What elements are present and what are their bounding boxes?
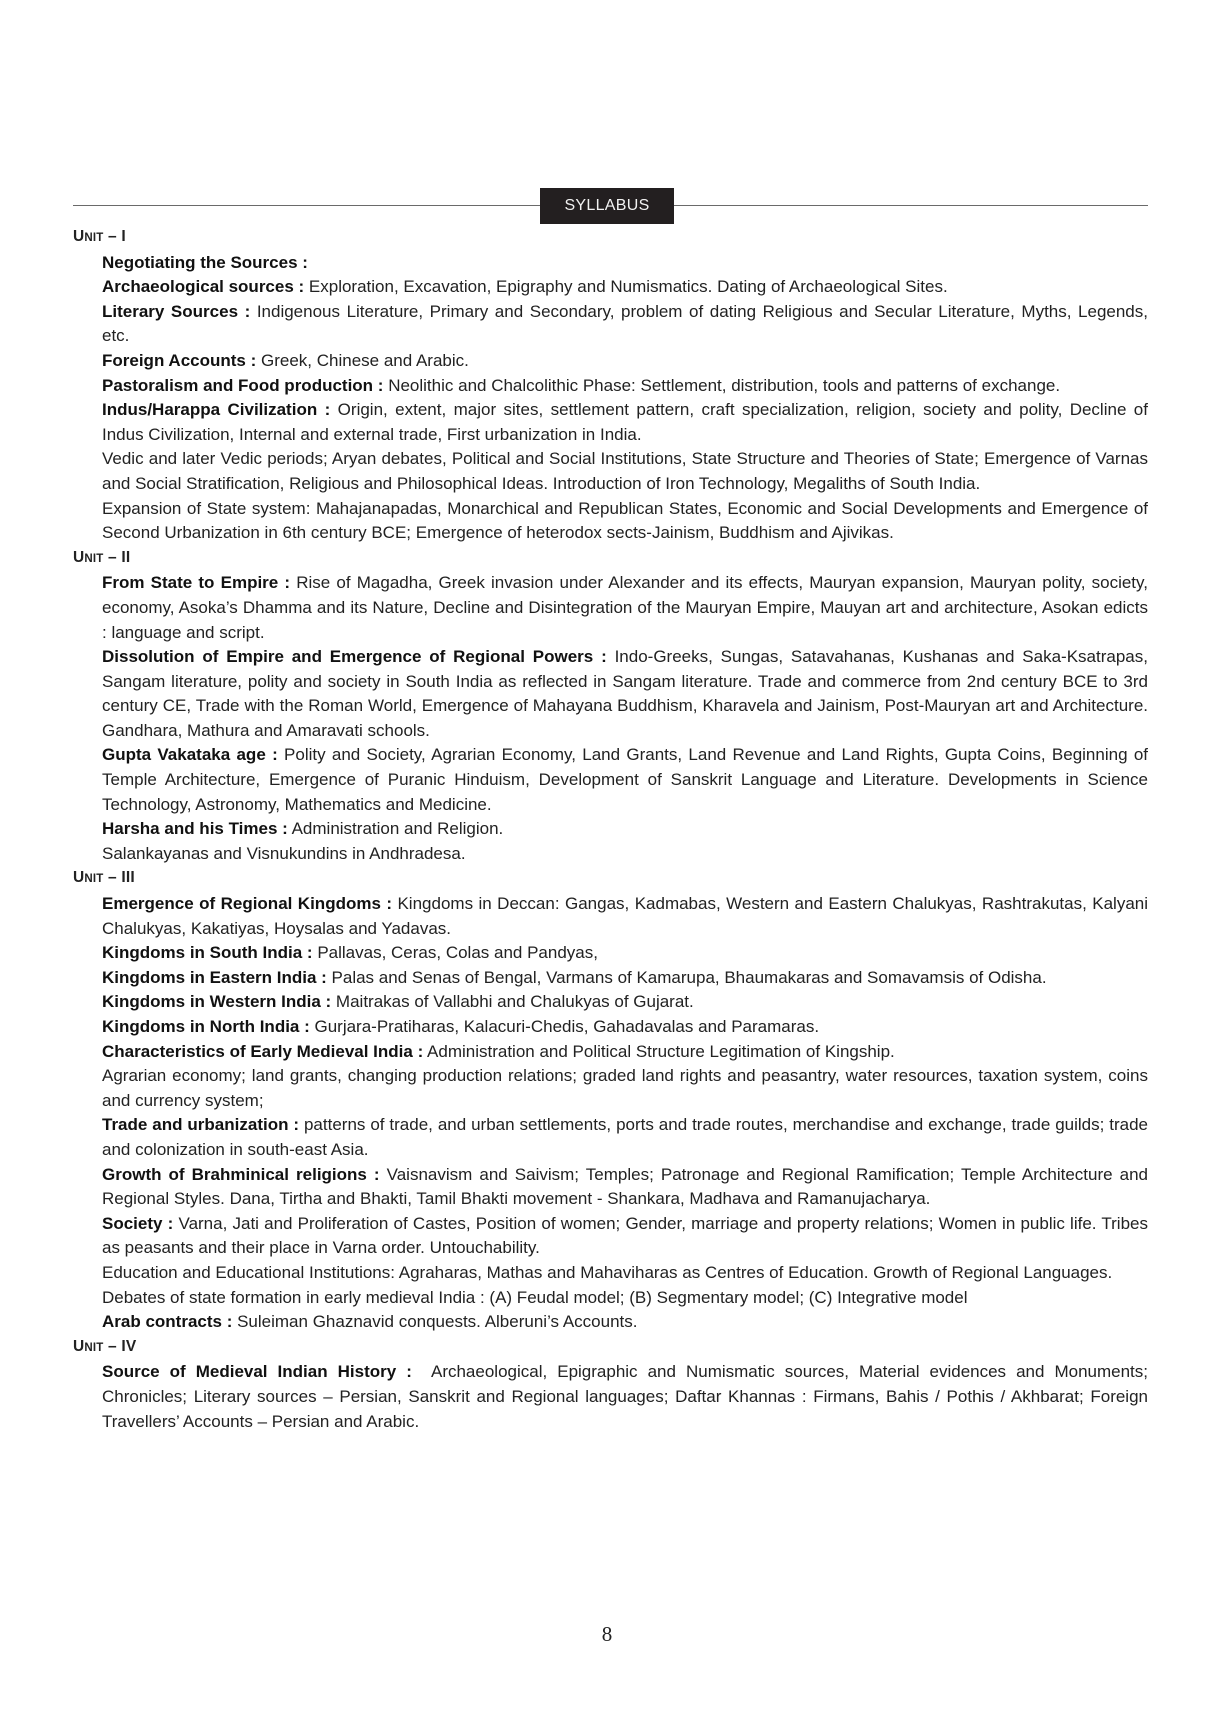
syllabus-item (73, 1113, 1153, 1162)
unit-smallcaps: NIT (84, 552, 104, 565)
unit-number: – I (108, 228, 126, 245)
syllabus-item (73, 990, 1148, 1015)
unit-number: – III (108, 869, 135, 887)
item-heading: Literary Sources : (102, 301, 251, 321)
section-header (73, 188, 1148, 224)
item-text: Vaisnavism and Saivism; Temples; Patronage and Regional Ramification; Temple Architecture and Regional Styles. Dana, Tirtha and Bhakti, Tamil Bhakti movement - Shankara, Madhava and Ramanujacharya. (102, 1164, 1153, 1209)
item-text: Administration and Political Structure Legitimation of Kingship. (423, 1041, 895, 1061)
item-text: Rise of Magadha, Greek invasion under Alexander and its effects, Mauryan expansion, Mauryan polity, society, economy, Asoka’s Dhamma and its Nature, Decline and Disintegration of the Mauryan Empire, Mauyan art and architecture, Asokan edicts : language and script. (102, 573, 1153, 642)
syllabus-item (73, 1310, 1148, 1335)
item-text: Polity and Society, Agrarian Economy, Land Grants, Land Revenue and Land Rights, Gupta Coins, Beginning of Temple Architecture, Emergence of Puranic Hinduism, Development of Sanskrit Language and Literature. Developments in Science Technology, Astronomy, Mathematics and Medicine. (102, 745, 1153, 814)
item-heading: Source of Medieval Indian History : (102, 1362, 412, 1382)
syllabus-item (73, 497, 1153, 546)
unit-number: – IV (108, 1337, 137, 1355)
item-heading: Society : (102, 1213, 174, 1233)
item-text: Maitrakas of Vallabhi and Chalukyas of Gujarat. (331, 992, 694, 1012)
item-heading: Harsha and his Times : (102, 819, 288, 839)
unit-smallcaps: NIT (84, 1341, 104, 1354)
page-number: 8 (601, 1622, 613, 1646)
unit-heading (73, 546, 1148, 572)
syllabus-item (73, 645, 1153, 743)
item-text: Origin, extent, major sites, settlement pattern, craft specialization, religion, society and polity, Decline of Indus Civilization, Internal and external trade, First urbanization in India. (102, 400, 1153, 444)
syllabus-item (73, 966, 1148, 991)
item-heading: Archaeological sources : (102, 277, 305, 297)
unit-heading (73, 1335, 1148, 1361)
item-text: Gurjara-Pratiharas, Kalacuri-Chedis, Gahadavalas and Paramaras. (309, 1017, 820, 1036)
item-text: Suleiman Ghaznavid conquests. Alberuni’s Accounts. (232, 1312, 638, 1332)
syllabus-body (73, 225, 1153, 1434)
syllabus-item (73, 251, 1148, 276)
unit-prefix: U (73, 548, 85, 566)
syllabus-item (73, 1040, 1148, 1065)
item-heading: Kingdoms in South India : (102, 943, 313, 963)
syllabus-item (73, 1360, 1153, 1434)
syllabus-item (73, 275, 1148, 300)
item-heading: Kingdoms in Eastern India : (102, 967, 327, 987)
item-heading: Kingdoms in Western India : (102, 992, 332, 1012)
unit-number: – II (108, 548, 131, 566)
syllabus-item (73, 1212, 1153, 1261)
item-text: Salankayanas and Visnukundins in Andhradesa. (102, 843, 466, 863)
unit-heading (73, 866, 1148, 892)
item-text: Expansion of State system: Mahajanapadas, Monarchical and Republican States, Economic and Social Developments and Emergence of Second Urbanization in 6th century BCE; Emergence of heterodox sects-Jainism, Buddhism and Ajivikas. (102, 498, 1153, 543)
unit-heading (73, 225, 1148, 251)
syllabus-item (73, 1286, 1148, 1311)
item-text: patterns of trade, and urban settlements, ports and trade routes, merchandise and exchange, trade guilds; trade and colonization in south-east Asia. (102, 1115, 1153, 1159)
item-text: Administration and Religion. (287, 819, 504, 839)
item-text: Indo-Greeks, Sungas, Satavahanas, Kushanas and Saka-Ksatrapas, Sangam literature, polity and society in South India as reflected in Sangam literature. Trade and commerce from 2nd century BCE to 3rd century CE, Trade with the Roman World, Emergence of Mahayana Buddhism, Kharavela and Jainism, Post-Mauryan art and Architecture. Gandhara, Mathura and Amaravati schools. (102, 647, 1153, 740)
syllabus-item (73, 571, 1153, 645)
item-text: Varna, Jati and Proliferation of Castes, Position of women; Gender, marriage and property relations; Women in public life. Tribes as peasants and their place in Varna order. Untouchability. (102, 1213, 1153, 1258)
syllabus-item (73, 892, 1153, 941)
syllabus-item (73, 1261, 1148, 1286)
unit-prefix: U (73, 228, 85, 245)
syllabus-item (73, 743, 1153, 817)
syllabus-item (73, 447, 1153, 496)
item-text: Vedic and later Vedic periods; Aryan debates, Political and Social Institutions, State Structure and Theories of State; Emergence of Varnas and Social Stratification, Religious and Philosophical Ideas. Introduction of Iron Technology, Megaliths of South India. (102, 449, 1153, 493)
item-heading: Trade and urbanization : (102, 1115, 300, 1135)
unit-prefix: U (73, 869, 85, 887)
syllabus-item (73, 941, 1148, 966)
item-text: Kingdoms in Deccan: Gangas, Kadmabas, Western and Eastern Chalukyas, Rashtrakutas, Kalyani Chalukyas, Kakatiyas, Hoysalas and Yadavas. (102, 894, 1153, 938)
syllabus-item (73, 1015, 1148, 1040)
syllabus-item (73, 374, 1148, 399)
item-heading: Kingdoms in North India : (102, 1017, 310, 1036)
syllabus-item (73, 1163, 1153, 1212)
syllabus-item (73, 398, 1153, 447)
item-text: Archaeological, Epigraphic and Numismatic sources, Material evidences and Monuments; Chronicles; Literary sources – Persian, Sanskrit and Regional languages; Daftar Khannas : Firmans, Bahis / Pothis / Akhbarat; Foreign Travellers’ Accounts – Persian and Arabic. (102, 1362, 1153, 1431)
item-text: Pallavas, Ceras, Colas and Pandyas, (312, 943, 598, 963)
syllabus-item (73, 842, 1148, 867)
item-heading: Foreign Accounts : (102, 350, 257, 370)
syllabus-item (73, 349, 1148, 374)
item-text: Neolithic and Chalcolithic Phase: Settlement, distribution, tools and patterns of exchange. (383, 375, 1061, 395)
unit-smallcaps: NIT (84, 232, 104, 244)
item-heading: From State to Empire : (102, 573, 291, 593)
item-text: Debates of state formation in early medieval India : (A) Feudal model; (B) Segmentary model; (C) Integrative model (102, 1287, 968, 1307)
syllabus-badge: SYLLABUS (540, 188, 674, 224)
item-text: Greek, Chinese and Arabic. (256, 350, 469, 370)
item-text: Indigenous Literature, Primary and Secondary, problem of dating Religious and Secular Literature, Myths, Legends, etc. (102, 301, 1153, 346)
item-heading: Emergence of Regional Kingdoms : (102, 894, 393, 914)
syllabus-item (73, 817, 1148, 842)
item-heading: Dissolution of Empire and Emergence of Regional Powers : (102, 647, 607, 667)
item-heading: Characteristics of Early Medieval India : (102, 1041, 424, 1061)
unit-prefix: U (73, 1337, 85, 1355)
syllabus-item (73, 300, 1153, 349)
item-heading: Indus/Harappa Civilization : (102, 400, 331, 420)
item-heading: Pastoralism and Food production : (102, 375, 384, 395)
syllabus-item (73, 1064, 1153, 1113)
item-heading: Negotiating the Sources : (102, 252, 308, 272)
item-text: Exploration, Excavation, Epigraphy and Numismatics. Dating of Archaeological Sites. (304, 277, 948, 297)
item-text: Education and Educational Institutions: Agraharas, Mathas and Mahaviharas as Centres of Education. Growth of Regional Languages. (102, 1262, 1113, 1282)
item-heading: Growth of Brahminical religions : (102, 1164, 380, 1184)
item-text: Agrarian economy; land grants, changing production relations; graded land rights and peasantry, water resources, taxation system, coins and currency system; (102, 1066, 1153, 1110)
item-heading: Gupta Vakataka age : (102, 745, 278, 765)
unit-smallcaps: NIT (84, 873, 104, 886)
item-text: Palas and Senas of Bengal, Varmans of Kamarupa, Bhaumakaras and Somavamsis of Odisha. (326, 967, 1047, 987)
item-heading: Arab contracts : (102, 1312, 233, 1332)
